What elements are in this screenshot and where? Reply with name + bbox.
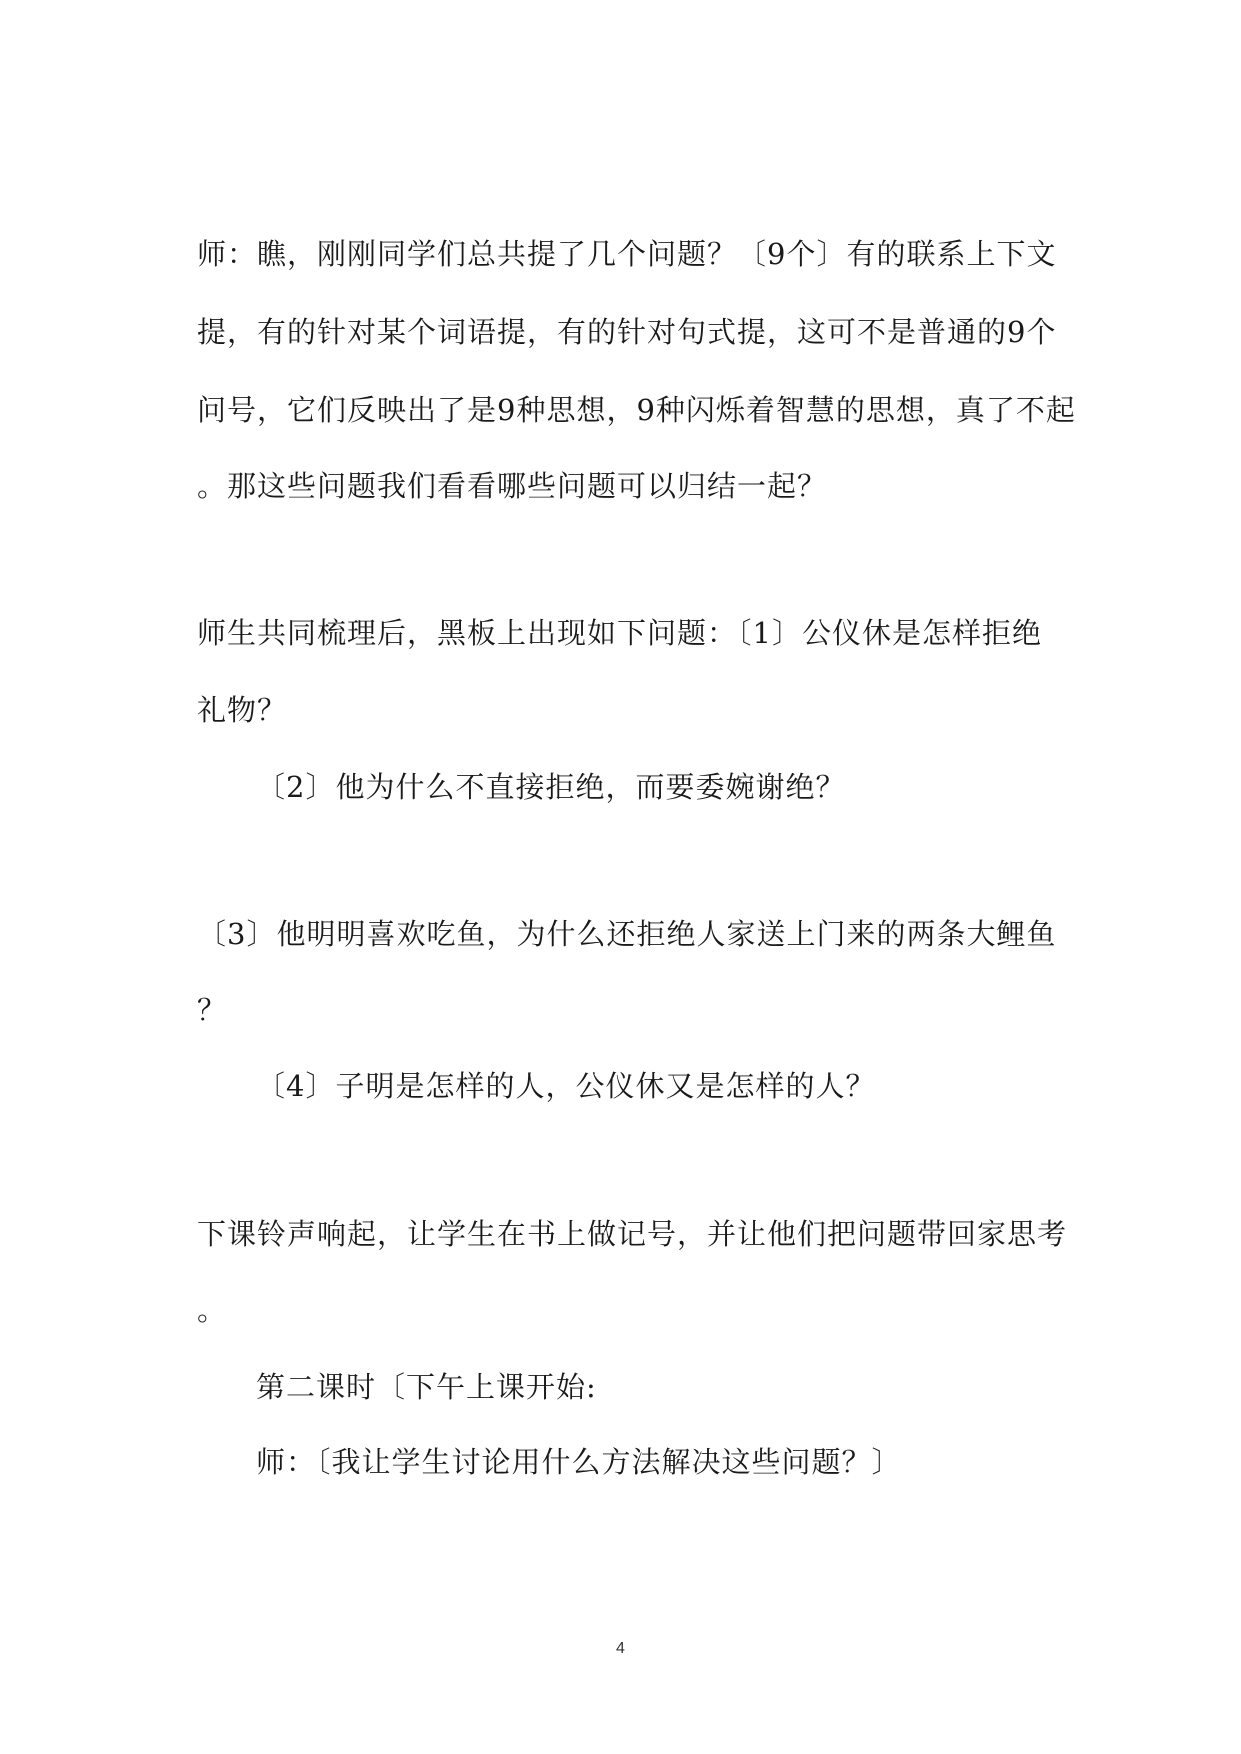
paragraph-line: 师生共同梳理后，黑板上出现如下问题：〔1〕公仪休是怎样拒绝 (197, 616, 1042, 650)
page-number: 4 (616, 1640, 625, 1657)
question-3: 〔3〕他明明喜欢吃鱼，为什么还拒绝人家送上门来的两条大鲤鱼 (197, 917, 1057, 951)
paragraph-line: 。那这些问题我们看看哪些问题可以归结一起？ (197, 469, 828, 503)
lesson-heading: 第二课时〔下午上课开始: (256, 1370, 597, 1404)
paragraph-line: 师：瞧，刚刚同学们总共提了几个问题？〔9个〕有的联系上下文 (197, 237, 1057, 271)
paragraph-line: 。 (197, 1293, 228, 1327)
question-4: 〔4〕子明是怎样的人，公仪休又是怎样的人？ (256, 1069, 876, 1103)
paragraph-line: 问号，它们反映出了是9种思想，9种闪烁着智慧的思想，真了不起 (197, 393, 1076, 427)
teacher-line: 师：〔我让学生讨论用什么方法解决这些问题？〕 (256, 1445, 902, 1479)
paragraph-line: 下课铃声响起，让学生在书上做记号，并让他们把问题带回家思考 (197, 1217, 1068, 1251)
question-2: 〔2〕他为什么不直接拒绝，而要委婉谢绝？ (256, 770, 846, 804)
paragraph-line: 提，有的针对某个词语提，有的针对句式提，这可不是普通的9个 (197, 315, 1057, 349)
paragraph-line: ？ (197, 993, 228, 1027)
paragraph-line: 礼物？ (197, 693, 288, 727)
